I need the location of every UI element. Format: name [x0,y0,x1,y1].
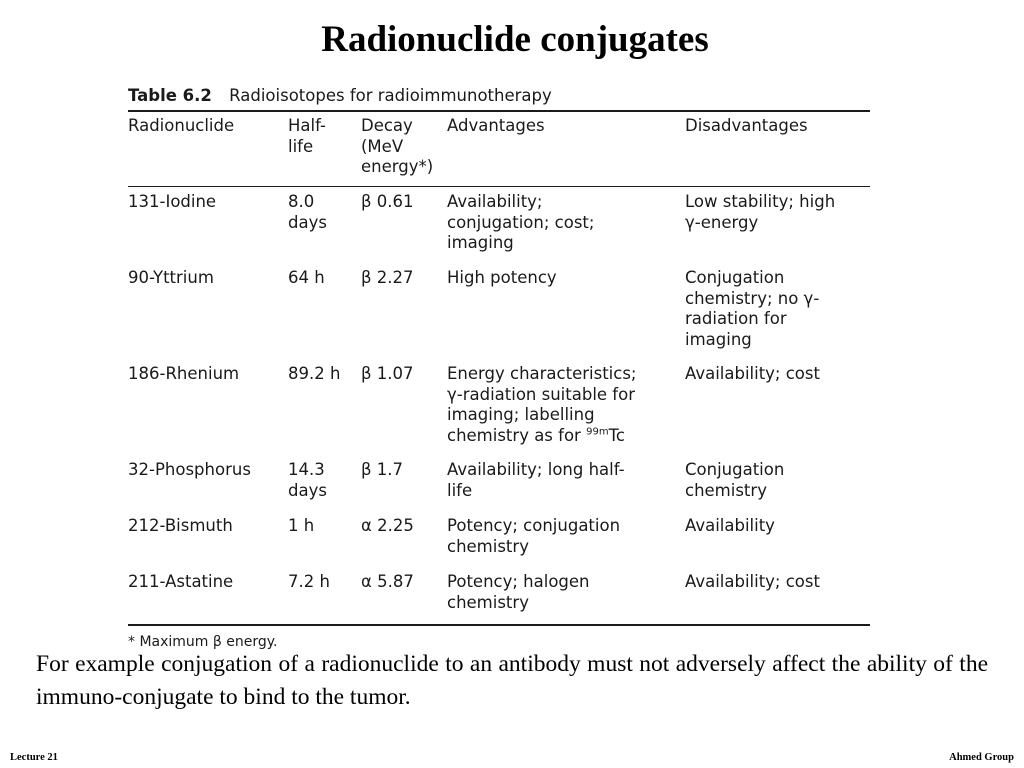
radioisotope-table [128,84,870,650]
table-row [128,455,870,511]
cell-radionuclide: 186-Rhenium [128,364,240,383]
cell-disadvantages: Low stability; high γ-energy [685,192,836,232]
cell-radionuclide: 32-Phosphorus [128,460,251,479]
table-caption [128,84,870,110]
cell-decay: α 2.25 [361,516,414,535]
cell-half-life: 64 h [288,268,325,287]
body-paragraph: For example conjugation of a radionuclide to an antibody must not adversely affect the ability of the immuno-conjugate to bind to the tumor. [36,651,988,710]
cell-advantages: Potency; halogen chemistry [447,572,590,612]
cell-advantages: Availability; conjugation; cost; imaging [447,192,595,252]
cell-half-life: 8.0 days [288,192,327,232]
cell-advantages [447,364,685,455]
slide-title: Radionuclide conjugates [321,19,709,60]
cell-disadvantages: Conjugation chemistry; no γ- radiation for imaging [685,268,820,349]
cell-advantages: Potency; conjugation chemistry [447,516,621,556]
header-half-life: Half- life [288,116,326,156]
header-advantages: Advantages [447,116,545,135]
table-row [128,567,870,624]
table-row [128,263,870,359]
cell-disadvantages: Conjugation chemistry [685,460,785,500]
table-bottom-rule [128,624,870,626]
table-row [128,511,870,567]
header-decay: Decay (MeV energy*) [361,116,434,176]
cell-decay: β 0.61 [361,192,414,211]
cell-disadvantages: Availability; cost [685,572,820,591]
cell-disadvantages: Availability; cost [685,364,820,383]
tc-symbol: Tc [608,425,625,445]
cell-half-life: 14.3 days [288,460,327,500]
cell-decay: β 1.07 [361,364,414,383]
cell-advantages: High potency [447,268,557,287]
cell-decay: β 1.7 [361,460,404,479]
cell-radionuclide: 212-Bismuth [128,516,233,535]
cell-half-life: 89.2 h [288,364,341,383]
footer-group: Ahmed Group [949,752,1014,763]
cell-half-life: 7.2 h [288,572,330,591]
header-radionuclide: Radionuclide [128,116,235,135]
cell-decay: β 2.27 [361,268,414,287]
cell-disadvantages: Availability [685,516,775,535]
footer-lecture: Lecture 21 [10,752,58,763]
header-disadvantages: Disadvantages [685,116,808,135]
cell-radionuclide: 90-Yttrium [128,268,214,287]
table-caption-text: Radioisotopes for radioimmunotherapy [229,86,552,105]
cell-half-life: 1 h [288,516,315,535]
cell-radionuclide: 131-Iodine [128,192,217,211]
table-row [128,187,870,263]
table-footnote: * Maximum β energy. [128,634,278,650]
tc-superscript: 99m [586,426,609,437]
advantages-text: Energy characteristics; γ-radiation suitable for imaging; labelling chemistry as for [447,364,637,445]
cell-radionuclide: 211-Astatine [128,572,234,591]
table-row [128,359,870,455]
cell-decay: α 5.87 [361,572,414,591]
cell-advantages: Availability; long half- life [447,460,625,500]
table-label: Table 6.2 [128,86,212,105]
table-header-row [128,112,870,186]
